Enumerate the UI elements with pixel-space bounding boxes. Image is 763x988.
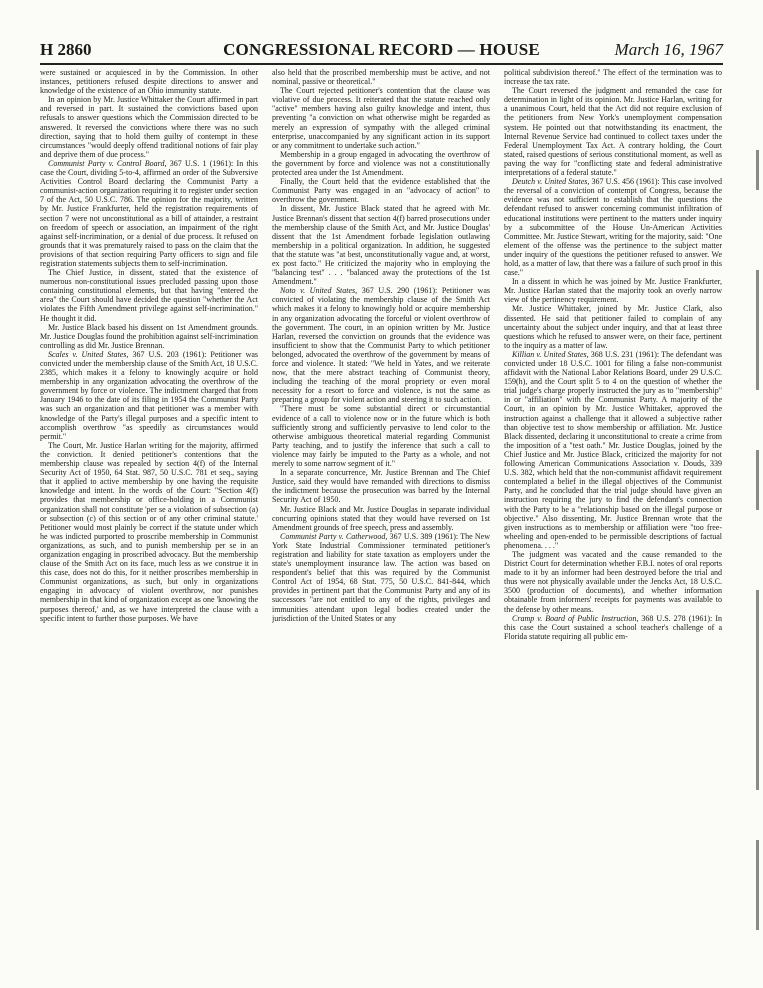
case-citation: Noto v. United States, bbox=[280, 286, 358, 296]
column-3 bbox=[504, 68, 722, 980]
case-citation: Killian v. United States, bbox=[512, 349, 589, 359]
paragraph bbox=[40, 68, 258, 95]
paragraph-text: 367 U.S. 1 (1961): In this case the Court, dividing 5-to-4, affirmed an order of the Subversive Activities Control Board declaring the Communist Party a communist-action organization requiring it to register under section 7 of the Act, 50 U.S.C. 786. The opinion for the majority, written by Mr. Justice Frankfurter, held the registration requirements of section 7 were not unconstitutional as a bill of attainder, a restraint on freedom of speech or association, an impairment of the right against self-incrimination, or a denial of due process. It refused on grounds that it was prematurely raised to pass on the claim that the provisions of that section requiring Party officers to sign and file registration statements subjects them to self-incrimination. bbox=[40, 158, 258, 268]
publication-date: March 16, 1967 bbox=[614, 40, 723, 59]
paragraph bbox=[272, 150, 490, 177]
column-1 bbox=[40, 68, 258, 980]
paragraph-text: Mr. Justice Black based his dissent on 1st Amendment grounds. Mr. Justice Douglas found the prohibition against self-incrimination controlling as did Mr. Justice Brennan. bbox=[40, 322, 258, 350]
paragraph bbox=[40, 95, 258, 159]
paragraph-text: The Chief Justice, in dissent, stated that the existence of numerous non-constitutional issues precluded passing upon those containing constitutional elements, but that having "entered the area" the Court should have decided the question "whether the Act violates the Fifth Amendment privilege against self-incrimination." He thought it did. bbox=[40, 268, 258, 323]
column-2 bbox=[272, 68, 490, 980]
paragraph-text: In a separate concurrence, Mr. Justice Brennan and The Chief Justice, said they would have remanded with directions to dismiss the indictment because the prosecution was barred by the Internal Security Act of 1950. bbox=[272, 468, 490, 505]
paragraph bbox=[272, 86, 490, 150]
case-citation: Communist Party v. Control Board, bbox=[48, 158, 167, 168]
paragraph-text: 367 U.S. 456 (1961): This case involved the reversal of a conviction of contempt of Congress, because the evidence was not sufficient to establish that the questions the defendant refused to answer concerning communist infiltration of educational institutions were pertinent to the matters under inquiry by a subcommittee of the House Un-American Activities Committee. Mr. Justice Stewart, writing for the majority, said: "One element of the offense was the pertinence to the subject matter under inquiry of the questions the petitioner refused to answer. We hold, as a matter of law, that there was a failure of such proof in this case." bbox=[504, 177, 722, 278]
paragraph-text: 368 U.S. 278 (1961): In this case the Court sustained a school teacher's challenge of a Florida statute requiring all public em- bbox=[504, 613, 722, 641]
scan-mark bbox=[756, 590, 759, 790]
paragraph-text: "There must be some substantial direct or circumstantial evidence of a call to violence now or in the future which is both sufficiently strong and sufficiently pervasive to lend color to the otherwise ambiguous theoretical material regarding Communist Party teaching, and to justify the inference that such a call to violence may fairly be imputed to the Party as a whole, and not merely to some narrow segment of it." bbox=[272, 404, 490, 469]
paragraph bbox=[272, 468, 490, 504]
paragraph bbox=[504, 304, 722, 349]
page-number: H 2860 bbox=[40, 40, 92, 59]
paragraph bbox=[40, 350, 258, 441]
paragraph-text: The judgment was vacated and the cause remanded to the District Court for determination whether F.B.I. notes of oral reports made to it by an informer had been destroyed before the trial and thus were not physically available under the Jencks Act, 18 U.S.C. 3500 (production of documents), and whether information obtainable from informers' receipts for payments was available to the defense by other means. bbox=[504, 549, 722, 614]
paragraph bbox=[272, 286, 490, 404]
paragraph bbox=[40, 159, 258, 268]
paragraph-text: also held that the proscribed membership must be active, and not nominal, passive or theoretical." bbox=[272, 68, 490, 87]
case-citation: Cramp v. Board of Public Instruction, bbox=[512, 613, 639, 623]
paragraph-text: were sustained or acquiesced in by the Commission. In other instances, petitioners refused despite directions to answer and knowledge of the existence of an Ohio immunity statute. bbox=[40, 68, 258, 96]
paragraph bbox=[40, 441, 258, 623]
paragraph bbox=[504, 614, 722, 641]
paragraph bbox=[504, 177, 722, 277]
case-citation: Deutch v. United States, bbox=[512, 177, 590, 187]
paragraph-text: The Court, Mr. Justice Harlan writing for the majority, affirmed the conviction. It denied petitioner's contentions that the membership clause was repealed by section 4(f) of the Internal Security Act of 1950, 64 Stat. 987, 50 U.S.C. 781 et seq., saying that it applied to active membership by one having the requisite knowledge and intent. In the words of the Court: "Section 4(f) provides that membership or office-holding in a Communist organization shall not constitute 'per se a violation of subsection (a) or subsection (c) of this section or of any other criminal statute.' Petitioner would most plainly be correct if the statute under which he was indicted purported to proscribe membership in Communist organizations, as such, and to punish membership per se in an organization engaging in proscribed advocacy. But the membership clause of the Smith Act on its face, much less as we construe it in this case, does not do this, for it neither proscribes membership in Communist organizations, as such, but only in organizations engaging in advocacy of violent overthrow, nor punishes membership in that kind of organization except as one 'knowing the purposes thereof,' and, as we have interpreted the clause with a specific intent to further those purposes. We have bbox=[40, 440, 258, 623]
paragraph-text: The Court rejected petitioner's contention that the clause was violative of due process. It reiterated that the statute reached only "active" members having also guilty knowledge and intent, thus preventing "a conviction on what otherwise might be regarded as merely an expression of sympathy with the alleged criminal enterprise, unaccompanied by any significant action in its support or any commitment to undertake such action." bbox=[272, 86, 490, 150]
paragraph bbox=[272, 505, 490, 532]
paragraph-text: Mr. Justice Whittaker, joined by Mr. Justice Clark, also dissented. He said that petitioner failed to complain of any uncertainty about the subject under inquiry, and that at least three questions which he refused to answer were, on their face, pertinent to the inquiry as a matter of law. bbox=[504, 304, 722, 350]
scan-mark bbox=[756, 270, 759, 390]
paragraph bbox=[272, 404, 490, 468]
header-rule bbox=[40, 63, 723, 65]
paragraph bbox=[504, 277, 722, 304]
paragraph bbox=[504, 350, 722, 550]
paragraph-text: Finally, the Court held that the evidence established that the Communist Party was engaged in an "advocacy of action" to overthrow the government. bbox=[272, 177, 490, 205]
paragraph-text: Mr. Justice Black and Mr. Justice Douglas in separate individual concurring opinions stated that they would have reversed on 1st Amendment grounds of free speech, press and assembly. bbox=[272, 504, 490, 532]
paragraph bbox=[272, 177, 490, 204]
paragraph-text: In a dissent in which he was joined by Mr. Justice Frankfurter, Mr. Justice Harlan stated that the majority took an overly narrow view of the pertinency requirement. bbox=[504, 277, 722, 305]
paragraph-text: 367 U.S. 290 (1961): Petitioner was convicted of violating the membership clause of the Smith Act which makes it a felony to knowingly hold or acquire membership in any organization advocating the forceful or violent overthrow of the government. The court, in an opinion written by Mr. Justice Harlan, reversed the conviction on grounds that the evidence was insufficient to show that the Communist Party to which petitioner belonged, advocated the overthrow of the government by means of force and violence. It stated: "We held in Yates, and we reiterate now, that the mere abstract teaching of Communist theory, including the teaching of the moral propriety or even moral necessity for a resort to force and violence, is not the same as preparing a group for violent action and steering it to such action. bbox=[272, 286, 490, 405]
paragraph bbox=[40, 268, 258, 323]
case-citation: Communist Party v. Catherwood, bbox=[280, 531, 388, 541]
scan-mark bbox=[756, 840, 759, 930]
paragraph-text: 367 U.S. 203 (1961): Petitioner was convicted under the membership clause of the Smith Act, 18 U.S.C. 2385, which makes it a felony to knowingly acquire or hold membership in any organization advocating the overthrow of the government by force or violence. The indictment charged that from January 1946 to the date of its filing in 1954 the Communist Party was such an organization and that petitioner was a member with knowledge of the Party's illegal purposes and a specific intent to accomplish overthrow "as speedily as circumstances would permit." bbox=[40, 349, 258, 441]
paragraph-text: The Court reversed the judgment and remanded the case for determination in light of its opinion. Mr. Justice Harlan, writing for a unanimous Court, held that the Act did not require exclusion of the petitioners from New York's unemployment compensation system. He pointed out that notwithstanding its enactment, the Internal Revenue Service had continued to collect taxes under the Federal Unemployment Tax Act. A contrary holding, the Court stated, raised questions of serious constitutional moment, as well as paving the way for "conflicting state and federal administrative interpretations of a federal statute." bbox=[504, 86, 722, 178]
paragraph-text: 367 U.S. 389 (1961): The New York State Industrial Commissioner terminated petitioner's registration and liability for state taxation as employers under the state's unemployment insurance law. The action was based on respondent's belief that this was required by the Communist Control Act of 1954, 68 Stat. 775, 50 U.S.C. 841-844, which provides in pertinent part that the Communist Party and any of its successors "are not entitled to any of the rights, privileges and immunities attendant upon legal bodies created under the jurisdiction of the United States or any bbox=[272, 531, 490, 623]
paragraph-text: 368 U.S. 231 (1961): The defendant was convicted under 18 U.S.C. 1001 for filing a false non-communist affidavit with the National Labor Relations Board, under 29 U.S.C. 159(h), and the Court split 5 to 4 on the question of whether the trial judge's charge properly instructed the jury as to "membership" in or "affiliation" with the Communist Party. A majority of the Court, in an opinion by Mr. Justice Whittaker, approved the instruction against a challenge that it allowed a subjective rather than objective test to show membership or affiliation. Mr. Justice Black dissented, declaring it unconstitutional to create a crime from the imposition of a "test oath." Mr. Justice Douglas, joined by the Chief Justice and Mr. Justice Black, criticized the majority for not following American Communications Association v. Douds, 339 U.S. 382, which held that the non-communist affidavit requirement contemplated a belief in the illegal objectives of the Communist Party, and he concluded that the trial judge should have given an instruction requiring the jury to find the defendant's connection with the Party to be a "relationship based on the illegal purpose or objective." Also dissenting, Mr. Justice Brennan wrote that the given instructions as to membership or affiliation were "too free-wheeling and open-ended to be permissible descriptions of factual phenomena. . . ." bbox=[504, 349, 722, 550]
paragraph bbox=[272, 204, 490, 286]
paragraph-text: In an opinion by Mr. Justice Whittaker the Court affirmed in part and reversed in part. It sustained the convictions based upon refusals to answer questions which the Commission directed to be answered. It reversed the convictions where there was no such direction, saying that to hold them guilty of contempt in these circumstances "would deeply offend traditional notions of fair play and deprive them of due process." bbox=[40, 95, 258, 159]
case-citation: Scales v. United States, bbox=[48, 349, 129, 359]
paragraph bbox=[504, 68, 722, 86]
paragraph bbox=[272, 532, 490, 623]
page-header bbox=[40, 40, 723, 62]
paragraph bbox=[40, 323, 258, 350]
paragraph-text: Membership in a group engaged in advocating the overthrow of the government by force and violence was not a constitutionally protected area under the 1st Amendment. bbox=[272, 149, 490, 178]
paragraph-text: political subdivision thereof." The effect of the termination was to increase the tax rate. bbox=[504, 68, 722, 87]
text-columns bbox=[40, 68, 722, 980]
paragraph-text: In dissent, Mr. Justice Black stated that he agreed with Mr. Justice Brennan's dissent that section 4(f) barred prosecutions under the membership clause of the Smith Act, and Mr. Justice Douglas' dissent that the 1st Amendment forbade legislation outlawing membership in a political organization. In addition, he suggested that the statute was "at best, unconstitutionally vague and, at worst, ex post facto." He criticized the majority who in employing the "balancing test" . . . "balanced away the protections of the 1st Amendment." bbox=[272, 204, 490, 287]
paragraph bbox=[504, 86, 722, 177]
scan-mark bbox=[756, 150, 759, 190]
publication-title: CONGRESSIONAL RECORD — HOUSE bbox=[223, 40, 540, 59]
paragraph bbox=[504, 550, 722, 614]
paragraph bbox=[272, 68, 490, 86]
scan-mark bbox=[756, 450, 759, 510]
margin-scan-marks bbox=[753, 120, 759, 980]
